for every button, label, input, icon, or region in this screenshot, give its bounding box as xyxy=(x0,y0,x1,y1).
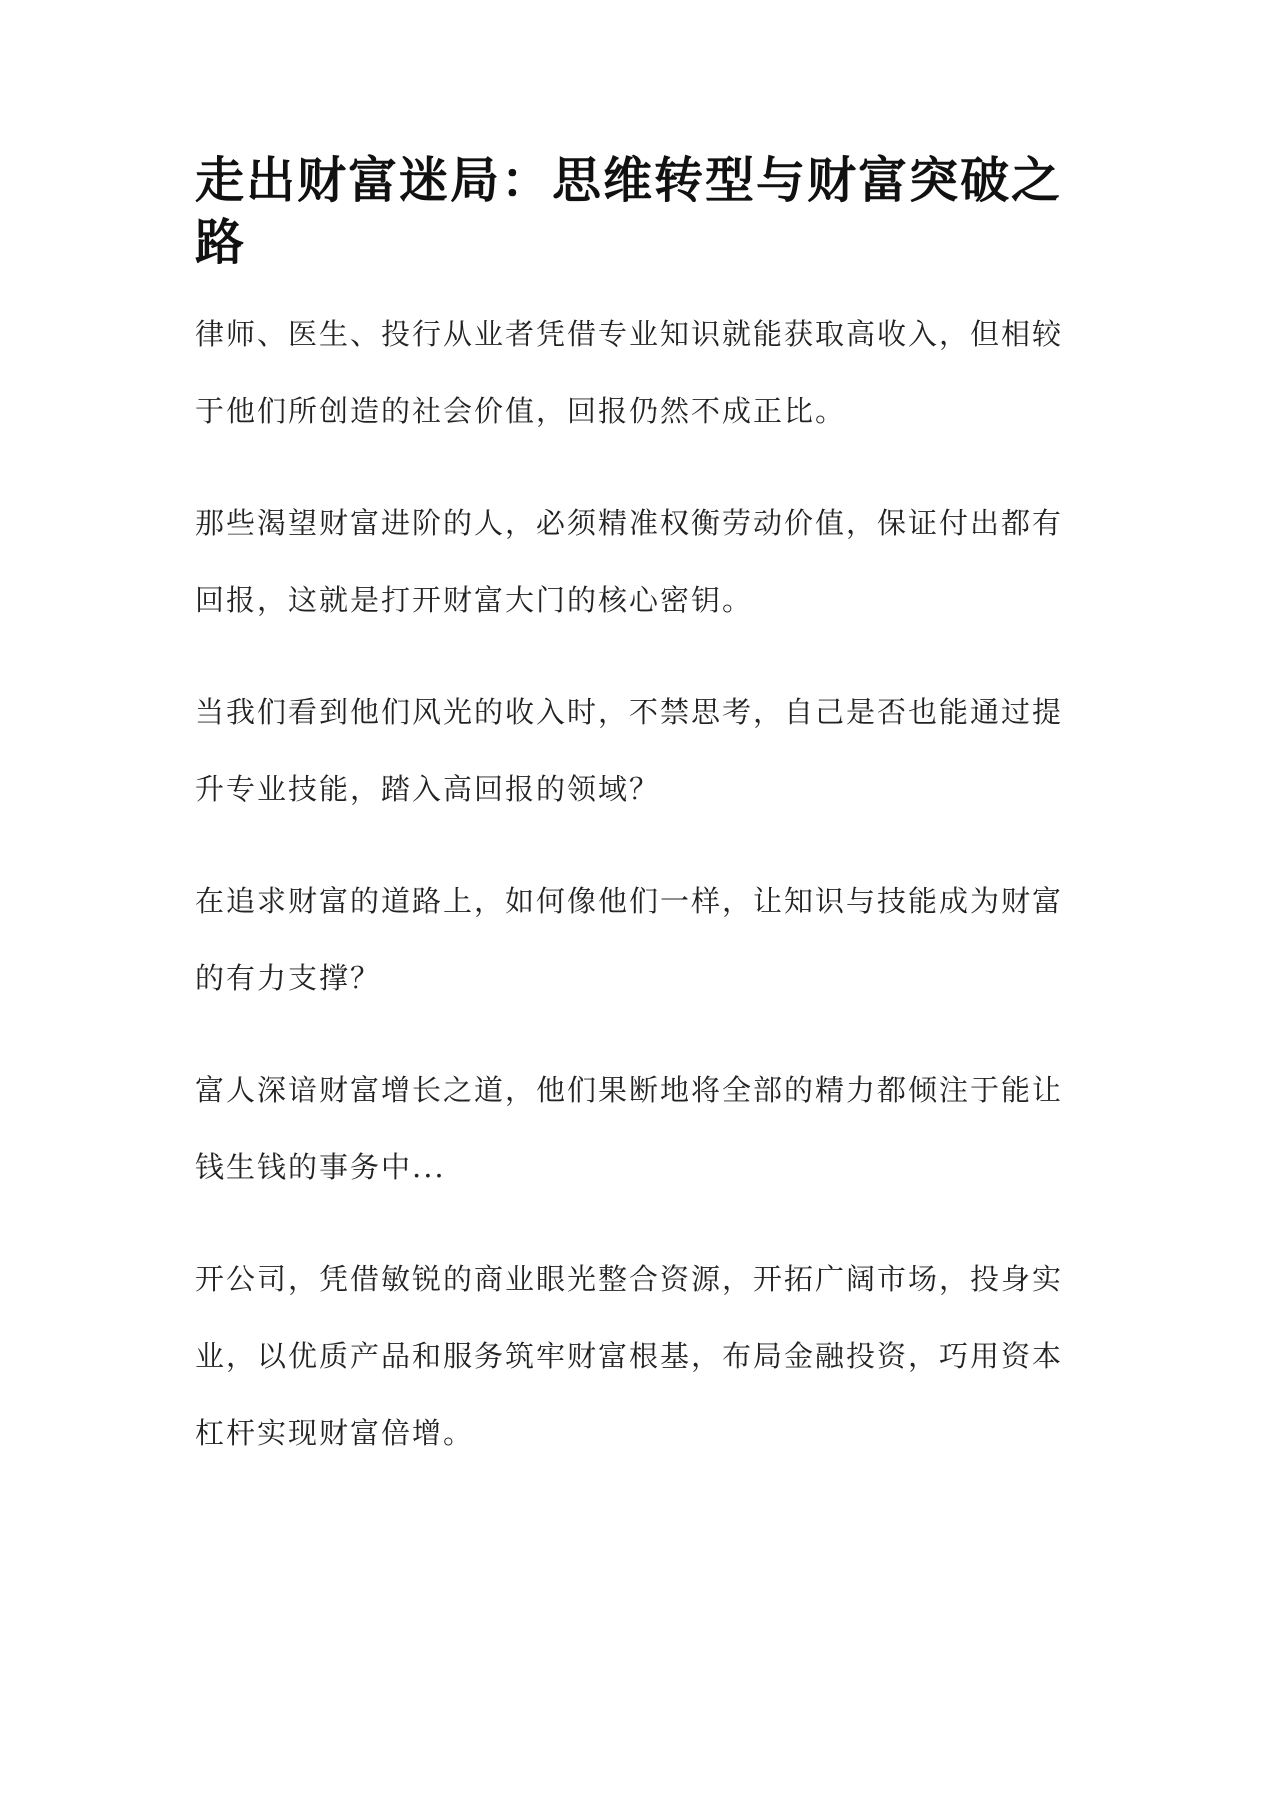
paragraph-2: 那些渴望财富进阶的人，必须精准权衡劳动价值，保证付出都有回报，这就是打开财富大门的核心密钥。 xyxy=(195,506,1064,617)
article-title: 走出财富迷局：思维转型与财富突破之路 xyxy=(195,152,1063,271)
paragraph-3: 当我们看到他们风光的收入时，不禁思考，自己是否也能通过提升专业技能，踏入高回报的领域？ xyxy=(195,695,1064,806)
paragraph-1: 律师、医生、投行从业者凭借专业知识就能获取高收入，但相较于他们所创造的社会价值，回报仍然不成正比。 xyxy=(195,317,1064,428)
paragraph-5: 富人深谙财富增长之道，他们果断地将全部的精力都倾注于能让钱生钱的事务中... xyxy=(195,1073,1064,1184)
paragraph-4: 在追求财富的道路上，如何像他们一样，让知识与技能成为财富的有力支撑？ xyxy=(195,884,1064,995)
article-body xyxy=(195,150,1085,1472)
paragraph-6: 开公司，凭借敏锐的商业眼光整合资源，开拓广阔市场，投身实业，以优质产品和服务筑牢财富根基，布局金融投资，巧用资本杠杆实现财富倍增。 xyxy=(195,1262,1064,1450)
